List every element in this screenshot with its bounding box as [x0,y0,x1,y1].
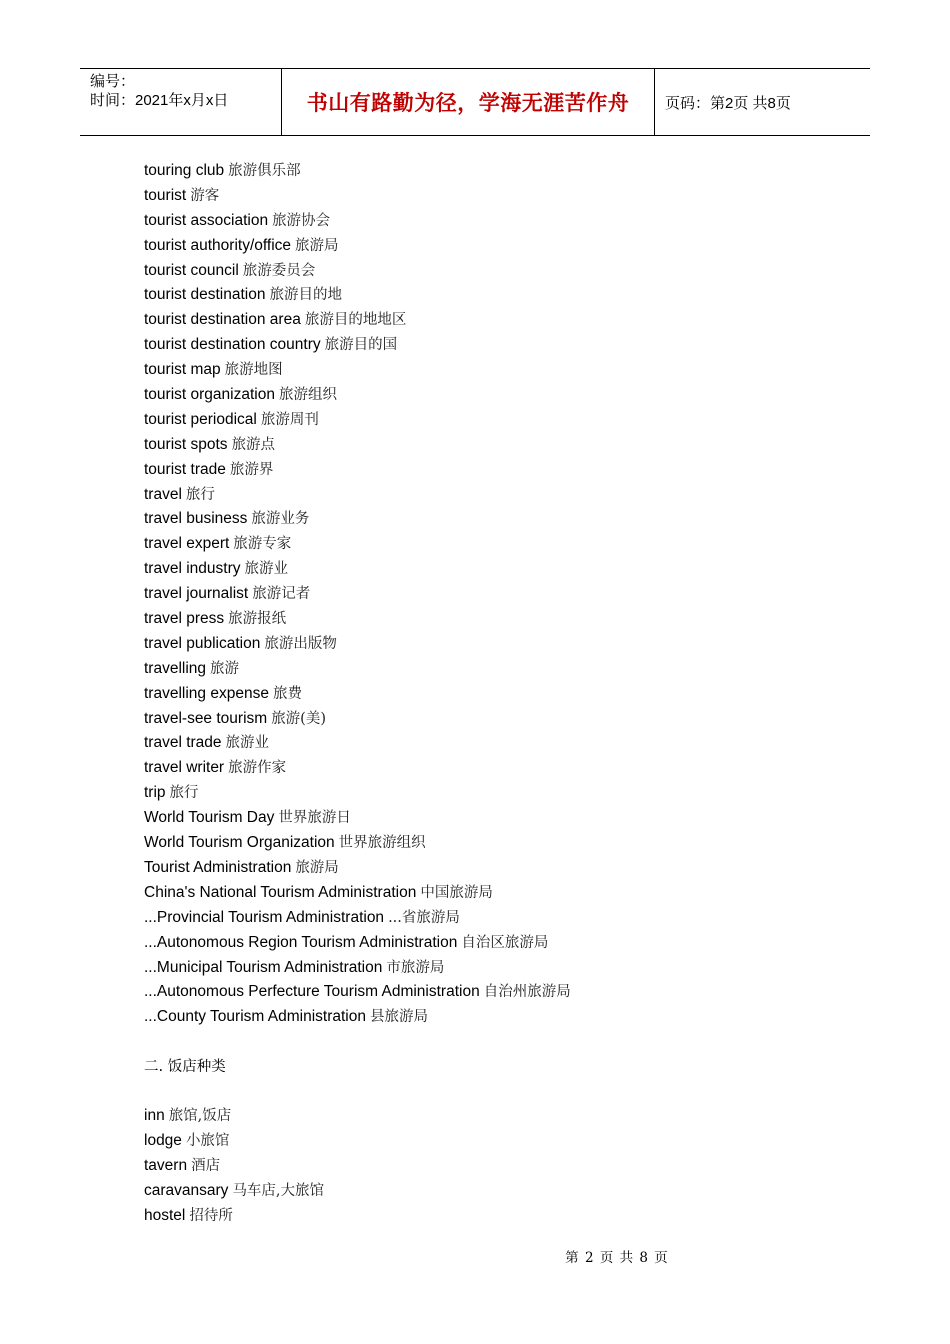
entry-chinese: 旅游周刊 [260,411,319,428]
entry-english: touring club [144,162,225,179]
entry-english: travel writer [144,759,225,777]
glossary-entry [144,806,571,831]
entry-chinese: ...省旅游局 [388,909,460,926]
glossary-entry [144,632,571,657]
glossary-entry [144,358,571,383]
glossary-entry [144,507,571,532]
entry-english: ...Autonomous Perfecture Tourism Administration [144,983,480,1001]
entry-chinese: 旅游 [210,660,240,677]
entry-chinese: 招待所 [189,1207,233,1224]
entry-chinese: 旅馆,饭店 [168,1108,232,1124]
entry-english: ...Autonomous Region Tourism Administration [144,933,458,951]
entry-english: Tourist Administration [144,858,292,876]
entry-chinese: 旅游目的地地区 [304,312,407,329]
glossary-entry [144,831,571,856]
entry-english: travel publication [144,634,261,652]
glossary-entry [144,731,571,756]
glossary-entry [144,1129,324,1154]
entry-chinese: 小旅馆 [185,1132,230,1149]
entry-english: lodge [144,1131,182,1149]
glossary-entry [144,557,571,582]
entry-english: World Tourism Day [144,809,275,827]
glossary-entry [144,308,571,333]
entry-english: caravansary [144,1181,229,1199]
entry-english: ...Municipal Tourism Administration [144,958,383,976]
entry-chinese: 县旅游局 [369,1009,428,1026]
entry-chinese: 旅游专家 [233,536,292,553]
entry-english: tourist council [144,261,239,279]
section-title: 二. 饭店种类 [144,1059,226,1075]
entry-english: tourist authority/office [144,236,292,254]
entry-english: tourist destination area [144,311,301,329]
entry-chinese: 中国旅游局 [420,884,493,901]
glossary-entry [144,756,571,781]
glossary-entry [144,1005,571,1030]
page-header [80,68,870,136]
entry-english: tourist trade [144,460,226,478]
entry-chinese: 酒店 [191,1157,221,1174]
glossary-entry [144,881,571,906]
glossary-entry [144,931,571,956]
entry-english: tourist organization [144,386,275,404]
entry-chinese: 旅游局 [295,237,339,254]
glossary-entry [144,184,571,209]
entry-chinese: 自治州旅游局 [483,984,571,1001]
entry-chinese: 旅游点 [231,436,276,453]
entry-chinese: 旅费 [272,685,302,702]
glossary-entry [144,1104,324,1129]
entry-chinese: 旅行 [169,785,199,802]
header-meta [80,69,282,135]
glossary-entry [144,408,571,433]
entry-english: travelling [144,659,207,677]
entry-chinese: 旅游俱乐部 [228,163,301,179]
glossary-entry [144,607,571,632]
glossary-entry [144,1204,324,1229]
entry-english: ...County Tourism Administration [144,1008,366,1026]
entry-english: travel expert [144,535,230,553]
page-footer: 第 2 页 共 8 页 [565,1250,669,1266]
glossary-entry [144,1154,324,1179]
entry-english: tourist map [144,361,221,379]
glossary-entry [144,532,571,557]
entry-chinese: 旅游地图 [224,362,283,379]
glossary-entry [144,682,571,707]
glossary-entry [144,333,571,358]
glossary-entry [144,906,571,931]
glossary-entry [144,980,571,1005]
entry-english: tourist association [144,211,269,229]
glossary-entry [144,856,571,881]
glossary-entry [144,781,571,806]
entry-english: travel business [144,510,248,528]
entry-english: tourist [144,186,187,204]
entry-english: travel-see tourism [144,709,268,727]
glossary-entry [144,283,571,308]
glossary-entry [144,458,571,483]
entry-chinese: 旅游报纸 [228,611,287,628]
entry-english: travel press [144,610,225,628]
entry-english: China's National Tourism Administration [144,883,417,901]
header-motto: 书山有路勤为径，学海无涯苦作舟 [282,69,655,135]
glossary-entry [144,159,571,184]
glossary-entry [144,582,571,607]
entry-english: hostel [144,1206,186,1224]
entry-chinese: 市旅游局 [386,959,445,976]
glossary-entry [144,259,571,284]
entry-chinese: 旅游业 [244,561,288,578]
entry-english: travel industry [144,560,241,578]
entry-english: tourist destination [144,286,266,304]
glossary-entry [144,707,571,732]
entry-english: travel [144,485,182,503]
entry-english: ...Provincial Tourism Administration [144,908,385,926]
entry-chinese: 旅游目的地 [269,287,342,304]
glossary-entry [144,657,571,682]
entry-chinese: 旅游目的国 [324,337,398,354]
glossary-entry [144,1179,324,1204]
entry-english: tourist periodical [144,410,257,428]
entry-english: travel journalist [144,585,249,603]
entry-chinese: 旅游出版物 [264,635,337,652]
glossary-entry [144,483,571,508]
entry-english: tourist destination country [144,336,321,354]
entry-chinese: 旅游作家 [228,760,287,777]
glossary-entry [144,209,571,234]
entry-chinese: 旅游(美) [271,710,327,727]
entry-chinese: 自治区旅游局 [461,934,549,951]
hotel-types-list [144,1104,324,1228]
entry-chinese: 旅游记者 [252,586,311,603]
header-page-info: 页码：第2页 共8页 [665,94,791,112]
glossary-list [144,159,571,1030]
entry-chinese: 旅游局 [295,859,339,876]
entry-chinese: 旅游协会 [272,212,331,229]
glossary-entry [144,383,571,408]
entry-english: inn [144,1107,165,1124]
entry-english: trip [144,784,166,802]
entry-english: World Tourism Organization [144,834,335,852]
entry-chinese: 旅游组织 [278,387,337,404]
entry-english: tourist spots [144,435,228,453]
entry-english: tavern [144,1156,188,1174]
entry-chinese: 世界旅游组织 [338,835,426,852]
entry-chinese: 马车店,大旅馆 [232,1182,325,1199]
entry-chinese: 旅行 [185,486,215,503]
entry-chinese: 旅游委员会 [242,262,316,279]
entry-english: travelling expense [144,684,269,702]
glossary-entry [144,956,571,981]
entry-chinese: 旅游业 [225,735,270,752]
entry-chinese: 旅游业务 [251,511,310,528]
time-label: 时间：2021年x月x日 [90,92,229,109]
number-label: 编号： [90,73,136,90]
entry-chinese: 游客 [190,187,220,204]
entry-chinese: 世界旅游日 [278,810,351,827]
glossary-entry [144,433,571,458]
entry-english: travel trade [144,734,222,752]
entry-chinese: 旅游界 [229,461,274,478]
glossary-entry [144,234,571,259]
